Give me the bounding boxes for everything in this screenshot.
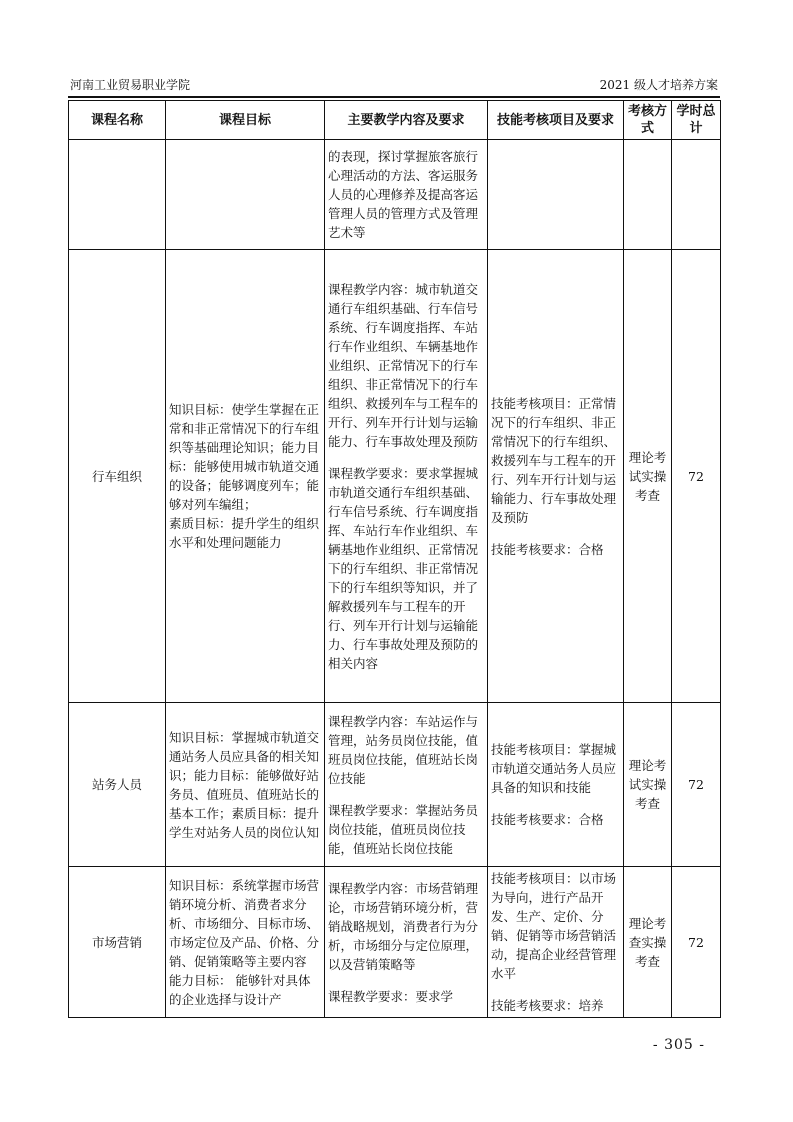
skill-assessment-cell xyxy=(488,140,624,250)
course-goal-cell xyxy=(166,703,325,867)
course-goal-text: 知识目标：系统掌握市场营销环境分析、消费者求分析、市场细分、目标市场、市场定位及产品、价格、分销、促销策略等主要内容 xyxy=(169,877,320,969)
teaching-content-text: 的表现，探讨掌握旅客旅行心理活动的方法、客运服务人员的心理修养及提高客运管理人员的管理方式及管理艺术等 xyxy=(328,149,479,240)
teaching-content-cell xyxy=(325,867,488,1018)
teaching-content-cell xyxy=(325,250,488,703)
skill-requirement-text: 技能考核要求：合格 xyxy=(491,541,604,557)
skill-item-text: 技能考核项目：掌握城市轨道交通站务人员应具备的知识和技能 xyxy=(491,742,617,795)
course-name-cell xyxy=(69,140,166,250)
course-goal-text: 知识目标：使学生掌握在正常和非正常情况下的行车组织等基础理论知识；能力目标：能够使用城市轨道交通的设备；能够调度列车；能够对列车编组； xyxy=(169,402,320,512)
col-header-teaching-content: 主要教学内容及要求 xyxy=(325,101,488,140)
page-header xyxy=(68,78,720,98)
table-row xyxy=(69,867,721,1018)
table-row xyxy=(69,703,721,867)
page-number: - 305 - xyxy=(652,1037,705,1053)
skill-item-text: 技能考核项目：以市场为导向，进行产品开发、生产、定价、分销、促销等市场营销活动，提高企业经营管理水平 xyxy=(491,871,617,981)
assessment-method-cell: 理论考查实操考查 xyxy=(624,867,672,1018)
teaching-content-text: 课程教学内容：城市轨道交通行车组织基础、行车信号系统、行车调度指挥、车站行车作业组织、车辆基地作业组织、正常情况下的行车组织、非正常情况下的行车组织、救援列车与工程车的开行、列车开行计划与运输能力、行车事故处理及预防 xyxy=(328,281,479,449)
skill-assessment-cell xyxy=(488,867,624,1018)
course-goal-text: 能力目标： 能够针对具体的企业选择与设计产 xyxy=(169,972,311,1007)
col-header-total-hours: 学时总计 xyxy=(672,101,721,140)
course-goal-cell xyxy=(166,867,325,1018)
total-hours-cell: 72 xyxy=(672,867,721,1018)
col-header-course-name: 课程名称 xyxy=(69,101,166,140)
teaching-requirement-text: 课程教学要求：要求学 xyxy=(328,988,454,1004)
course-goal-cell xyxy=(166,140,325,250)
col-header-skill-assessment: 技能考核项目及要求 xyxy=(488,101,624,140)
teaching-requirement-text: 课程教学要求：要求掌握城市轨道交通行车组织基础、行车信号系统、行车调度指挥、车站行车作业组织、车辆基地作业组织、正常情况下的行车组织、非正常情况下的行车组织等知识，并了解救援列车与工程车的开行、列车开行计划与运输能力、行车事故处理及预防的相关内容 xyxy=(328,465,479,671)
total-hours-cell: 72 xyxy=(672,250,721,703)
teaching-content-text: 课程教学内容：车站运作与管理，站务员岗位技能，值班员岗位技能，值班站长岗位技能 xyxy=(328,713,479,786)
teaching-requirement-text: 课程教学要求：掌握站务员岗位技能，值班员岗位技能，值班站长岗位技能 xyxy=(328,802,479,856)
plan-title: 2021 级人才培养方案 xyxy=(599,78,718,92)
col-header-assessment-method: 考核方式 xyxy=(624,101,672,140)
course-goal-text: 知识目标：掌握城市轨道交通站务人员应具备的相关知识；能力目标：能够做好站务员、值班员、值班站长的基本工作；素质目标：提升学生对站务人员的岗位认知 xyxy=(169,729,320,840)
teaching-content-cell xyxy=(325,140,488,250)
school-name: 河南工业贸易职业学院 xyxy=(70,78,191,92)
total-hours-cell xyxy=(672,140,721,250)
col-header-course-goal: 课程目标 xyxy=(166,101,325,140)
table-row xyxy=(69,250,721,703)
course-name-cell: 站务人员 xyxy=(69,703,166,867)
skill-assessment-cell xyxy=(488,703,624,867)
skill-item-text: 技能考核项目：正常情况下的行车组织、非正常情况下的行车组织、救援列车与工程车的开行、列车开行计划与运输能力、行车事故处理及预防 xyxy=(491,395,617,525)
teaching-content-text: 课程教学内容：市场营销理论，市场营销环境分析，营销战略规划，消费者行为分析，市场细分与定位原理，以及营销策略等 xyxy=(328,880,479,972)
table-row xyxy=(69,140,721,250)
assessment-method-cell xyxy=(624,140,672,250)
course-goal-cell xyxy=(166,250,325,703)
teaching-content-cell xyxy=(325,703,488,867)
skill-assessment-cell xyxy=(488,250,624,703)
course-name-cell: 行车组织 xyxy=(69,250,166,703)
table-header-row xyxy=(69,101,721,140)
skill-requirement-text: 技能考核要求：合格 xyxy=(491,812,604,827)
course-name-cell: 市场营销 xyxy=(69,867,166,1018)
assessment-method-cell: 理论考试实操考查 xyxy=(624,250,672,703)
skill-requirement-text: 技能考核要求：培养 xyxy=(491,998,604,1013)
course-goal-text: 素质目标：提升学生的组织水平和处理问题能力 xyxy=(169,516,320,550)
curriculum-table xyxy=(68,100,721,1018)
assessment-method-cell: 理论考试实操考查 xyxy=(624,703,672,867)
total-hours-cell: 72 xyxy=(672,703,721,867)
